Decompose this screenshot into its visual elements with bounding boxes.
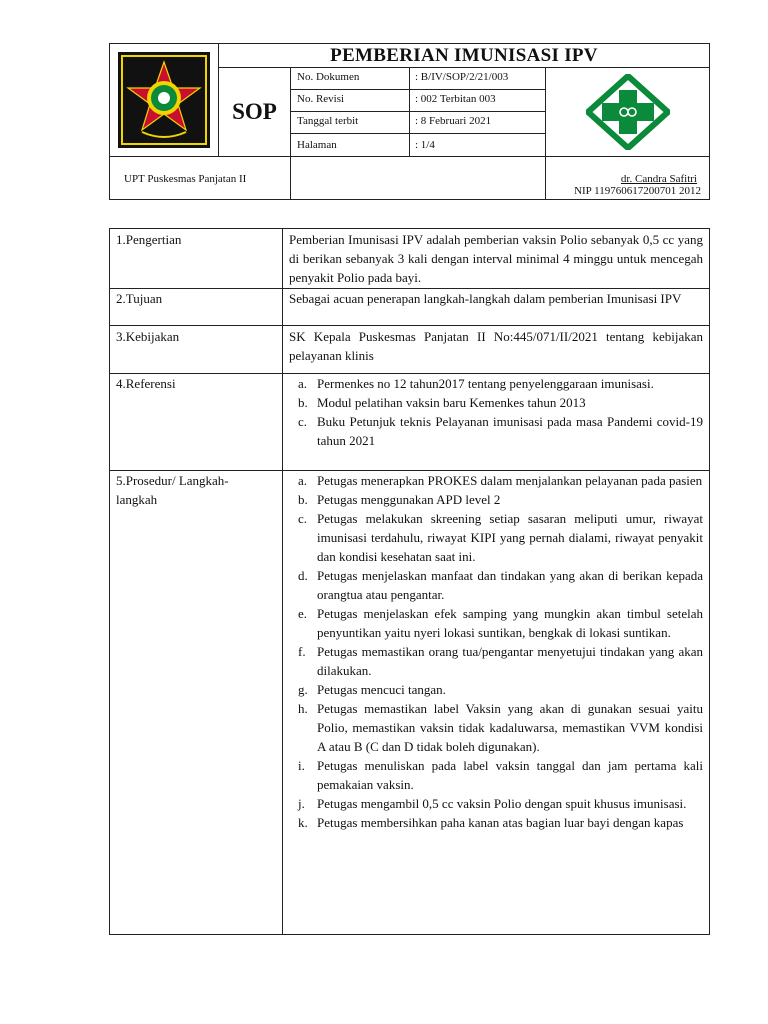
signer-name: dr. Candra Safitri bbox=[620, 173, 697, 185]
list-text: Petugas menerapkan PROKES dalam menjalankan pelayanan pada pasien bbox=[317, 473, 703, 488]
list-item bbox=[289, 471, 703, 490]
section-text: SK Kepala Puskesmas Panjatan II No:445/071/II/2021 tentang kebijakan pelayanan klinis bbox=[289, 329, 703, 363]
list-marker: i. bbox=[298, 758, 305, 773]
list-item bbox=[289, 756, 703, 794]
meta-value: : 1/4 bbox=[415, 139, 435, 151]
section-label: 3.Kebijakan bbox=[116, 329, 180, 344]
organization-cell bbox=[110, 157, 291, 199]
list-marker: k. bbox=[298, 815, 308, 830]
section-label-text: 5.Prosedur/ Langkah-langkah bbox=[116, 473, 229, 507]
list-item bbox=[289, 566, 703, 604]
list-item bbox=[289, 393, 703, 412]
list-marker: e. bbox=[298, 606, 308, 621]
puskesmas-logo-cell bbox=[546, 68, 709, 157]
meta-value: : B/IV/SOP/2/21/003 bbox=[415, 71, 509, 83]
list-item bbox=[289, 490, 703, 509]
reference-list bbox=[289, 374, 703, 450]
list-item bbox=[289, 699, 703, 756]
list-marker: c. bbox=[298, 511, 308, 526]
list-marker: j. bbox=[298, 796, 305, 811]
section-label bbox=[116, 471, 266, 509]
list-marker: f. bbox=[298, 644, 306, 659]
meta-value: : 8 Februari 2021 bbox=[415, 115, 492, 127]
list-text: Petugas menjelaskan efek samping yang mungkin akan timbul setelah penyuntikan yaitu nyeri lokasi suntikan, bengkak di lokasi suntikan. bbox=[317, 606, 703, 640]
list-text: Buku Petunjuk teknis Pelayanan imunisasi pada masa Pandemi covid-19 tahun 2021 bbox=[317, 414, 703, 448]
meta-key: Tanggal terbit bbox=[297, 115, 359, 127]
list-text: Petugas menggunakan APD level 2 bbox=[317, 492, 501, 507]
list-marker: a. bbox=[298, 376, 308, 391]
sop-header bbox=[109, 43, 710, 200]
meta-row bbox=[291, 134, 545, 157]
list-marker: b. bbox=[298, 395, 308, 410]
blank-cell bbox=[291, 157, 546, 199]
list-text: Petugas melakukan skreening setiap sasaran meliputi umur, riwayat imunisasi terdahulu, riwayat KIPI yang pernah dialami, riwayat penyakit dan kondisi kesehatan saat ini. bbox=[317, 511, 703, 564]
list-text: Petugas mencuci tangan. bbox=[317, 682, 446, 697]
list-item bbox=[289, 412, 703, 450]
list-text: Petugas memastikan label Vaksin yang akan di gunakan sesuai yaitu Polio, memastikan vaksin tidak kadaluwarsa, memastikan VVM kondisi A atau B (C dan D tidak boleh digunakan). bbox=[317, 701, 703, 754]
list-item bbox=[289, 680, 703, 699]
meta-row bbox=[291, 112, 545, 134]
list-item bbox=[289, 509, 703, 566]
meta-key: No. Dokumen bbox=[297, 71, 360, 83]
list-item bbox=[289, 374, 703, 393]
list-item bbox=[289, 813, 703, 832]
meta-value: : 002 Terbitan 003 bbox=[415, 93, 496, 105]
list-marker: c. bbox=[298, 414, 308, 429]
puskesmas-logo-icon bbox=[586, 74, 670, 150]
list-marker: g. bbox=[298, 682, 308, 697]
list-text: Petugas menuliskan pada label vaksin tanggal dan jam pertama kali pemakaian vaksin. bbox=[317, 758, 703, 792]
signature-cell bbox=[546, 157, 709, 199]
list-marker: a. bbox=[298, 473, 308, 488]
meta-row bbox=[291, 90, 545, 112]
district-emblem-icon bbox=[118, 52, 210, 148]
meta-row bbox=[291, 68, 545, 90]
signer-nip: NIP 119760617200701 2012 bbox=[574, 185, 701, 197]
sop-label: SOP bbox=[219, 68, 291, 157]
sop-content-table bbox=[109, 228, 710, 935]
meta-key: No. Revisi bbox=[297, 93, 345, 105]
list-text: Petugas mengambil 0,5 cc vaksin Polio dengan spuit khusus imunisasi. bbox=[317, 796, 687, 811]
procedure-list bbox=[289, 471, 703, 832]
list-text: Permenkes no 12 tahun2017 tentang penyelenggaraan imunisasi. bbox=[317, 376, 654, 391]
section-label: 4.Referensi bbox=[116, 376, 176, 391]
logo-cell bbox=[110, 44, 219, 157]
organization-name: UPT Puskesmas Panjatan II bbox=[124, 173, 247, 185]
list-text: Modul pelatihan vaksin baru Kemenkes tahun 2013 bbox=[317, 395, 586, 410]
section-label: 2.Tujuan bbox=[116, 291, 163, 306]
list-item bbox=[289, 794, 703, 813]
list-item bbox=[289, 604, 703, 642]
page-title: PEMBERIAN IMUNISASI IPV bbox=[219, 44, 709, 68]
list-text: Petugas membersihkan paha kanan atas bagian luar bayi dengan kapas bbox=[317, 815, 684, 830]
list-text: Petugas menjelaskan manfaat dan tindakan yang akan di berikan kepada orangtua atau pengantar. bbox=[317, 568, 703, 602]
section-text: Pemberian Imunisasi IPV adalah pemberian vaksin Polio sebanyak 0,5 cc yang di berikan sebanyak 3 kali dengan interval minimal 4 minggu untuk mencegah penyakit Polio pada bayi. bbox=[289, 232, 703, 285]
list-marker: b. bbox=[298, 492, 308, 507]
list-text: Petugas memastikan orang tua/pengantar menyetujui tindakan yang akan dilakukan. bbox=[317, 644, 703, 678]
section-label: 1.Pengertian bbox=[116, 232, 182, 247]
meta-key: Halaman bbox=[297, 139, 337, 151]
document-meta bbox=[291, 68, 546, 157]
list-marker: h. bbox=[298, 701, 308, 716]
section-text: Sebagai acuan penerapan langkah-langkah dalam pemberian Imunisasi IPV bbox=[289, 291, 682, 306]
list-marker: d. bbox=[298, 568, 308, 583]
list-item bbox=[289, 642, 703, 680]
